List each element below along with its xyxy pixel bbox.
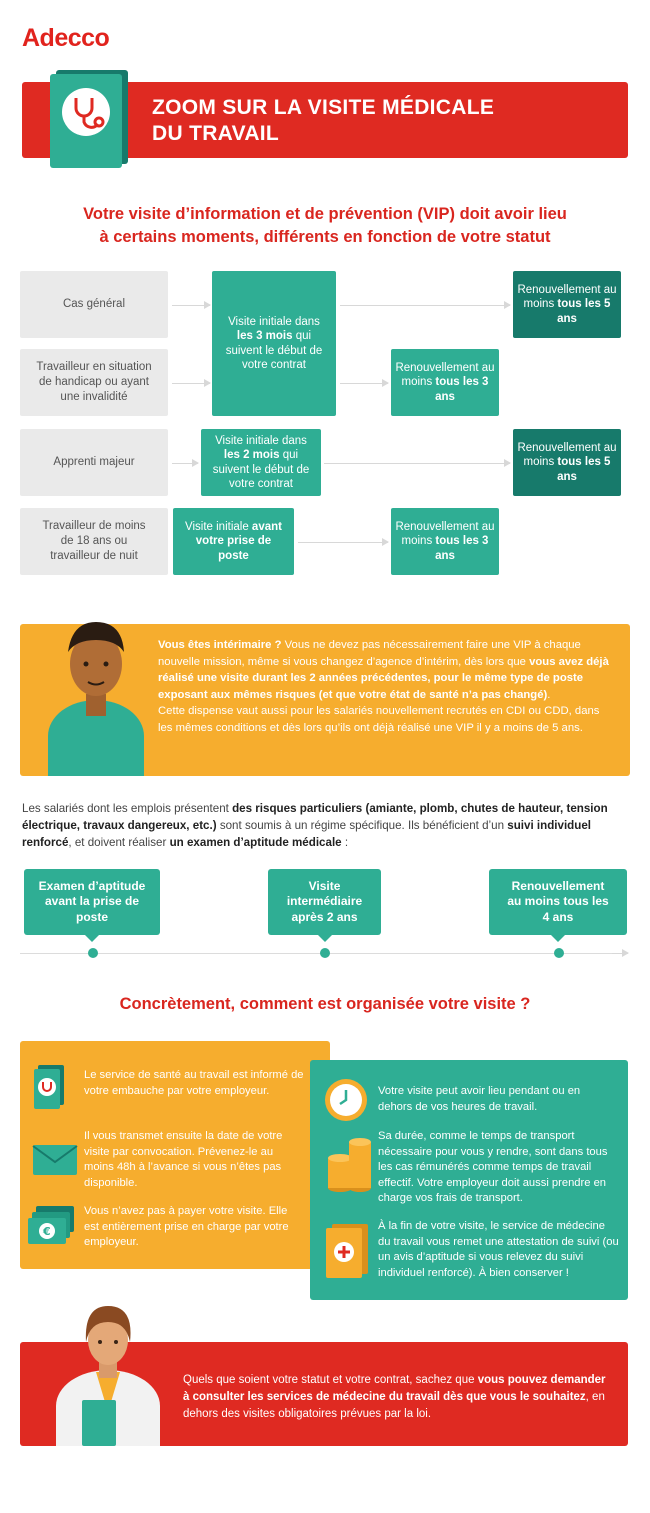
timeline-dot	[554, 948, 564, 958]
status-apprentice	[20, 429, 168, 496]
stethoscope-icon	[48, 66, 132, 168]
timeline-step-renewal	[489, 869, 627, 935]
status-general	[20, 271, 168, 338]
timeline-step-aptitude	[24, 869, 160, 935]
status-label: Travailleur de moins de 18 ans ou travailleur de nuit	[42, 520, 146, 562]
text-part: Visite initiale	[185, 520, 252, 533]
temp-worker-illustration-icon	[40, 612, 152, 776]
status-label: Travailleur en situation de handicap ou ayant une invalidité	[36, 361, 152, 403]
timeline-label: Examen d’aptitude avant la prise de poste	[38, 878, 146, 924]
flow-arrow	[172, 383, 210, 384]
envelope-icon	[32, 1144, 78, 1176]
flow-arrow	[298, 542, 388, 543]
timeline-dot	[88, 948, 98, 958]
initial-visit-before-start	[173, 508, 294, 575]
status-label: Cas général	[62, 298, 125, 310]
org-left-item-2: Il vous transmet ensuite la date de votre visite par convocation. Prévenez-le au moins 48h à l’avance si vous n’êtes pas disponible.	[84, 1130, 283, 1189]
timeline-arrow	[612, 953, 628, 954]
intro-line-1: Votre visite d’information et de prévention (VIP) doit avoir lieu	[83, 205, 567, 223]
document-stethoscope-icon	[32, 1063, 66, 1115]
organisation-title: Concrètement, comment est organisée votre visite ?	[119, 995, 531, 1013]
text-part: Renouvellement au moins	[395, 361, 495, 389]
text-part: qui suivent le début de votre contrat	[225, 330, 323, 371]
text-bold: tous les 3 ans	[435, 376, 489, 403]
org-right-item-1: Votre visite peut avoir lieu pendant ou en dehors de vos heures de travail.	[378, 1085, 581, 1113]
text-part: qui suivent le début de votre contrat	[212, 449, 310, 490]
renewal-3-years	[391, 349, 499, 416]
text-bold: tous les 5 ans	[557, 298, 611, 325]
text-part: Renouvellement au moins	[517, 441, 617, 469]
status-handicap	[20, 349, 168, 416]
svg-text:€: €	[43, 1225, 51, 1238]
status-label: Apprenti majeur	[53, 456, 135, 468]
text-bold: avant votre prise de poste	[195, 520, 282, 562]
flow-arrow	[172, 305, 210, 306]
text-bold: Vous êtes intérimaire ?	[158, 639, 282, 651]
title-line-1: ZOOM SUR LA VISITE MÉDICALE	[152, 96, 495, 119]
text-bold: tous les 3 ans	[435, 535, 489, 562]
text-bold: les 3 mois	[236, 330, 293, 342]
text-part: Renouvellement au moins	[517, 283, 617, 311]
text-part: Visite initiale dans	[228, 315, 320, 328]
status-minor-night	[20, 508, 168, 575]
coins-icon	[326, 1138, 372, 1194]
text-part: .	[547, 688, 551, 701]
text-part: Visite initiale dans	[215, 434, 307, 447]
flow-arrow	[324, 463, 510, 464]
footer-text	[183, 1372, 613, 1423]
renewal-5-years	[513, 429, 621, 496]
clock-icon	[324, 1078, 368, 1122]
text-part: Vous ne devez pas nécessairement faire une VIP à chaque nouvelle mission, même si vous changez d’agence d’intérim, dès lors que	[158, 639, 581, 668]
initial-visit-2-months	[201, 429, 321, 496]
org-left-item-3: Vous n’avez pas à payer votre visite. Elle est entièrement prise en charge par votre employeur.	[84, 1205, 289, 1248]
medical-certificate-icon	[324, 1222, 372, 1278]
text-bold: les 2 mois	[223, 449, 280, 461]
text-bold: des risques particuliers (amiante, plomb, chutes de hauteur, tension électrique, travaux dangereux, etc.)	[22, 802, 608, 832]
org-right-item-2: Sa durée, comme le temps de transport nécessaire pour vous y rendre, sont dans tous les cas rémunérés comme temps de travail effectif. Votre employeur doit aussi prendre en charge vos frais de transport.	[378, 1130, 608, 1204]
timeline-label: Visite intermédiaire après 2 ans	[286, 878, 363, 924]
timeline-step-intermediate	[268, 869, 381, 935]
text-part: sont soumis à un régime spécifique. Ils bénéficient d’un	[216, 819, 508, 832]
text-bold: tous les 5 ans	[557, 456, 611, 483]
intro-subtitle	[30, 203, 620, 249]
text-part: Quels que soient votre statut et votre contrat, sachez que	[183, 1374, 478, 1386]
doctor-illustration-icon	[52, 1302, 164, 1446]
org-left-item-1: Le service de santé au travail est informé de votre embauche par votre employeur.	[84, 1069, 304, 1097]
flow-arrow	[340, 383, 388, 384]
title-line-2: DU TRAVAIL	[152, 122, 280, 145]
text-bold: vous avez déjà réalisé une visite durant les 2 années précédentes, pour le même type de poste exposant aux mêmes risques (et que votre état de santé n’a pas changé)	[158, 655, 609, 701]
text-part: Renouvellement au moins	[395, 520, 495, 548]
flow-arrow	[340, 305, 510, 306]
text-part: , en dehors des visites obligatoires prévues par la loi.	[183, 1391, 605, 1420]
euro-banknotes-icon	[28, 1204, 76, 1248]
flow-arrow	[172, 463, 198, 464]
temp-worker-text	[158, 637, 616, 736]
renewal-3-years	[391, 508, 499, 575]
timeline-label: Renouvellement au moins tous les 4 ans	[507, 878, 609, 924]
timeline-dot	[320, 948, 330, 958]
intro-line-2: à certains moments, différents en fonction de votre statut	[99, 228, 551, 246]
text-part: , et doivent réaliser	[68, 836, 170, 849]
text-part: Les salariés dont les emplois présentent	[22, 802, 233, 815]
text-bold: vous pouvez demander à consulter les services de médecine du travail dès que vous le souhaitez	[183, 1374, 606, 1403]
text-bold: suivi individuel renforcé	[22, 819, 591, 849]
org-right-item-3: À la fin de votre visite, le service de médecine du travail vous remet une attestation de suivi (ou un avis d’aptitude si vous relevez du suivi individuel renforcé). À bien conserver !	[378, 1220, 619, 1279]
adecco-logo: Adecco	[22, 24, 110, 52]
text-part: :	[341, 836, 349, 849]
page-title	[152, 95, 494, 147]
text-part: Cette dispense vaut aussi pour les salariés nouvellement recrutés en CDI ou CDD, dans les mêmes conditions et dès lors qu’ils ont déjà réalisé une VIP il y a moins de 5 ans.	[158, 705, 600, 734]
text-bold: un examen d’aptitude médicale	[169, 836, 342, 849]
risks-paragraph	[22, 800, 630, 851]
renewal-5-years	[513, 271, 621, 338]
initial-visit-3-months	[212, 271, 336, 416]
